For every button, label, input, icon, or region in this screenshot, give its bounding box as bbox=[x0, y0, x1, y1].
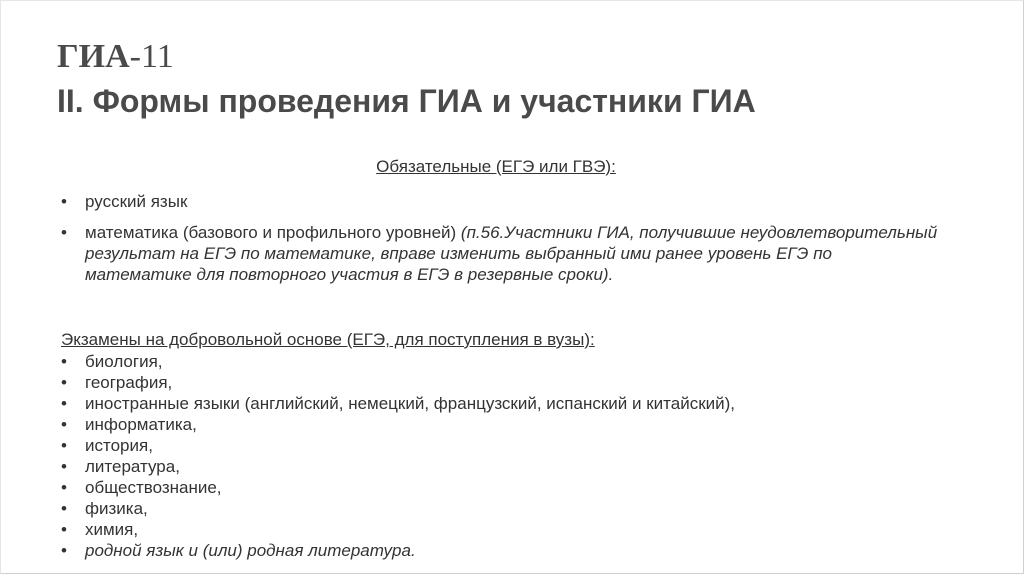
bullet-icon: • bbox=[61, 192, 67, 211]
list-item bbox=[61, 372, 941, 393]
list-item-text: география, bbox=[85, 373, 173, 392]
list-item-text: физика, bbox=[85, 499, 148, 518]
bullet-icon: • bbox=[61, 541, 67, 560]
title-line-2: II. Формы проведения ГИА и участники ГИА bbox=[57, 83, 756, 119]
optional-heading: Экзамены на добровольной основе (ЕГЭ, для поступления в вузы): bbox=[61, 330, 595, 349]
bullet-icon: • bbox=[61, 373, 67, 392]
list-item-note: (п.56.Участники ГИА, получившие неудовлетворительный результат на ЕГЭ по математике, вправе изменить выбранный ими ранее уровень ЕГЭ по математике для повторного участия в ЕГЭ в резервные сроки). bbox=[85, 223, 938, 284]
bullet-icon: • bbox=[61, 499, 67, 518]
bullet-icon: • bbox=[61, 520, 67, 539]
list-item-text: математика (базового и профильного уровней) bbox=[85, 223, 461, 242]
mandatory-list bbox=[61, 191, 941, 295]
bullet-icon: • bbox=[61, 478, 67, 497]
list-item bbox=[61, 191, 941, 212]
title-grade: -11 bbox=[129, 38, 174, 75]
slide-title bbox=[57, 37, 756, 121]
list-item bbox=[61, 456, 941, 477]
optional-list bbox=[61, 351, 941, 561]
bullet-icon: • bbox=[61, 394, 67, 413]
list-item-text: иностранные языки (английский, немецкий, французский, испанский и китайский), bbox=[85, 394, 736, 413]
list-item bbox=[61, 414, 941, 435]
list-item bbox=[61, 351, 941, 372]
title-line-1 bbox=[57, 37, 756, 77]
list-item bbox=[61, 540, 941, 561]
bullet-icon: • bbox=[61, 457, 67, 476]
list-item-text: родной язык и (или) родная литература. bbox=[85, 541, 416, 560]
list-item-text: обществознание, bbox=[85, 478, 222, 497]
bullet-icon: • bbox=[61, 352, 67, 371]
list-item-text: литература, bbox=[85, 457, 180, 476]
mandatory-heading: Обязательные (ЕГЭ или ГВЭ): bbox=[376, 157, 616, 176]
bullet-icon: • bbox=[61, 223, 67, 242]
list-item bbox=[61, 477, 941, 498]
list-item-text: биология, bbox=[85, 352, 163, 371]
list-item bbox=[61, 222, 941, 285]
list-item bbox=[61, 498, 941, 519]
list-item bbox=[61, 435, 941, 456]
bullet-icon: • bbox=[61, 436, 67, 455]
list-item bbox=[61, 519, 941, 540]
list-item bbox=[61, 393, 941, 414]
list-item-text: история, bbox=[85, 436, 153, 455]
list-item-text: химия, bbox=[85, 520, 139, 539]
title-gia: ГИА bbox=[57, 38, 130, 75]
bullet-icon: • bbox=[61, 415, 67, 434]
list-item-text: информатика, bbox=[85, 415, 197, 434]
list-item-text: русский язык bbox=[85, 192, 188, 211]
